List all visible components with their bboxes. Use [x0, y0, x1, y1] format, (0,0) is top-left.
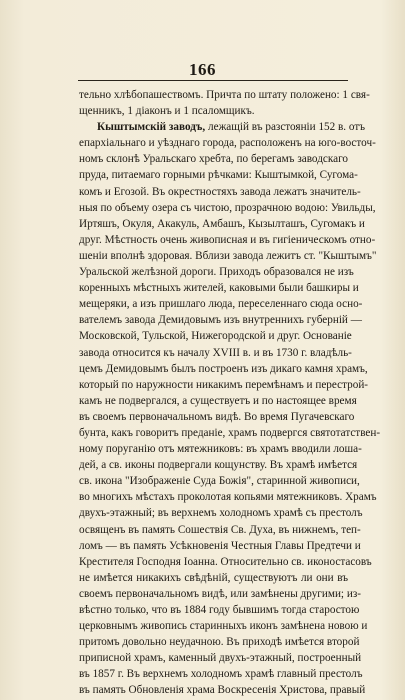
text-line: не имѣется никакихъ свѣдѣній, существуютъ ли они въ [79, 571, 348, 584]
text-line: св. икона "Изображеніе Суда Божія", старинной живописи, [79, 475, 360, 488]
text-line [79, 119, 366, 135]
page-number: 166 [189, 60, 216, 79]
text-line: камъ не подвергался, а существуетъ и по настоящее время [79, 394, 357, 407]
text-line: который по наружности никакимъ перемѣнамъ и перестрой- [79, 378, 369, 391]
text-line: вѣстно только, что въ 1884 году бывшимъ тогда старостою [79, 604, 360, 616]
text-line: освященъ въ память Сошествія Св. Духа, въ нижнемъ, теп- [79, 523, 361, 536]
text-line: завода относится къ началу XVIII в. и въ 1730 г. владѣль- [79, 346, 352, 359]
text-line: вателемъ завода Демидовымъ изъ внутреннихъ губерній — [79, 314, 362, 327]
text-line: тельно хлѣбопашествомъ. Причта по штату положено: 1 свя- [79, 89, 370, 101]
text-line: шеніи вполнѣ здоровая. Вблизи завода лежитъ ст. "Кыштымъ" [79, 249, 377, 262]
text-line: Уральской желѣзной дороги. Приходъ образовался не изъ [79, 266, 354, 279]
text-line: дей, а св. иконы подвергали кощунству. Въ храмѣ имѣется [79, 459, 358, 472]
text-line: ному поруганію отъ мятежниковъ: въ храмъ вводили лоша- [79, 443, 362, 456]
text-line: цемъ Демидовымъ былъ построенъ изъ дикаго камня храмъ, [79, 362, 368, 375]
text-line: ломъ — въ память Усѣкновенія Честныя Главы Предтечи и [79, 539, 361, 552]
text-line: номъ склонѣ Уральскаго хребта, по берегамъ заводскаго [79, 153, 348, 166]
text-line: приписной храмъ, каменный двухъ-этажный, построенный [79, 652, 362, 665]
text-line: щенникъ, 1 діаконъ и 1 псаломщикъ. [79, 105, 255, 118]
text-line: во многихъ мѣстахъ проколотая копьями мятежниковъ. Храмъ [79, 491, 377, 504]
header-rule [78, 80, 348, 81]
text-line: ныя по объему озера съ чистою, прозрачною водою: Увильды, [79, 201, 376, 214]
text-line: притомъ довольно неудачною. Въ приходѣ имѣется второй [79, 636, 360, 649]
text-line: бунта, какъ говоритъ преданіе, храмъ подвергся святотатствен- [79, 426, 381, 439]
text-line: коренныхъ мѣстныхъ жителей, каковыми были башкиры и [79, 282, 359, 295]
text-line: мещеряки, а изъ пришлаго люда, переселеннаго сюда осно- [79, 298, 363, 311]
text-line: двухъ-этажный; въ верхнемъ холодномъ храмѣ съ престолъ [79, 507, 363, 520]
text-fragment: лежащій въ разстояніи 152 в. отъ [205, 121, 366, 134]
text-line: друг. Мѣстность очень живописная и въ гигіеническомъ отно- [79, 233, 376, 246]
text-line: церковнымъ живопись старинныхъ иконъ замѣнена новою и [79, 620, 368, 633]
text-line: пруда, питаемаго горными рѣчками: Кыштымкой, Сугома- [79, 169, 358, 182]
text-line: въ память Обновленія храма Воскресенія Христова, правый [79, 684, 366, 697]
text-line: Крестителя Господня Іоанна. Относительно св. иконостасовъ [79, 555, 372, 568]
text-line: Иртяшъ, Окуля, Акакуль, Амбашъ, Кызылташъ, Сугомакъ и [79, 217, 365, 230]
text-line: въ своемъ первоначальномъ видѣ. Во время Пугачевскаго [79, 410, 355, 423]
text-line: епархіальнаго и уѣзднаго города, расположенъ на юго-восточ- [79, 137, 376, 150]
text-line: Московской, Тульской, Нижегородской и друг. Основаніе [79, 330, 352, 343]
text-line: комъ и Егозой. Въ окрестностяхъ завода лежатъ значитель- [79, 185, 361, 198]
page-body [79, 87, 381, 699]
text-line: въ 1857 г. Въ верхнемъ холодномъ храмѣ главный престолъ [79, 668, 363, 681]
section-heading: Кыштымскій заводъ, [97, 121, 206, 134]
text-line: своемъ первоначальномъ видѣ, или замѣнены другими; из- [79, 587, 361, 600]
